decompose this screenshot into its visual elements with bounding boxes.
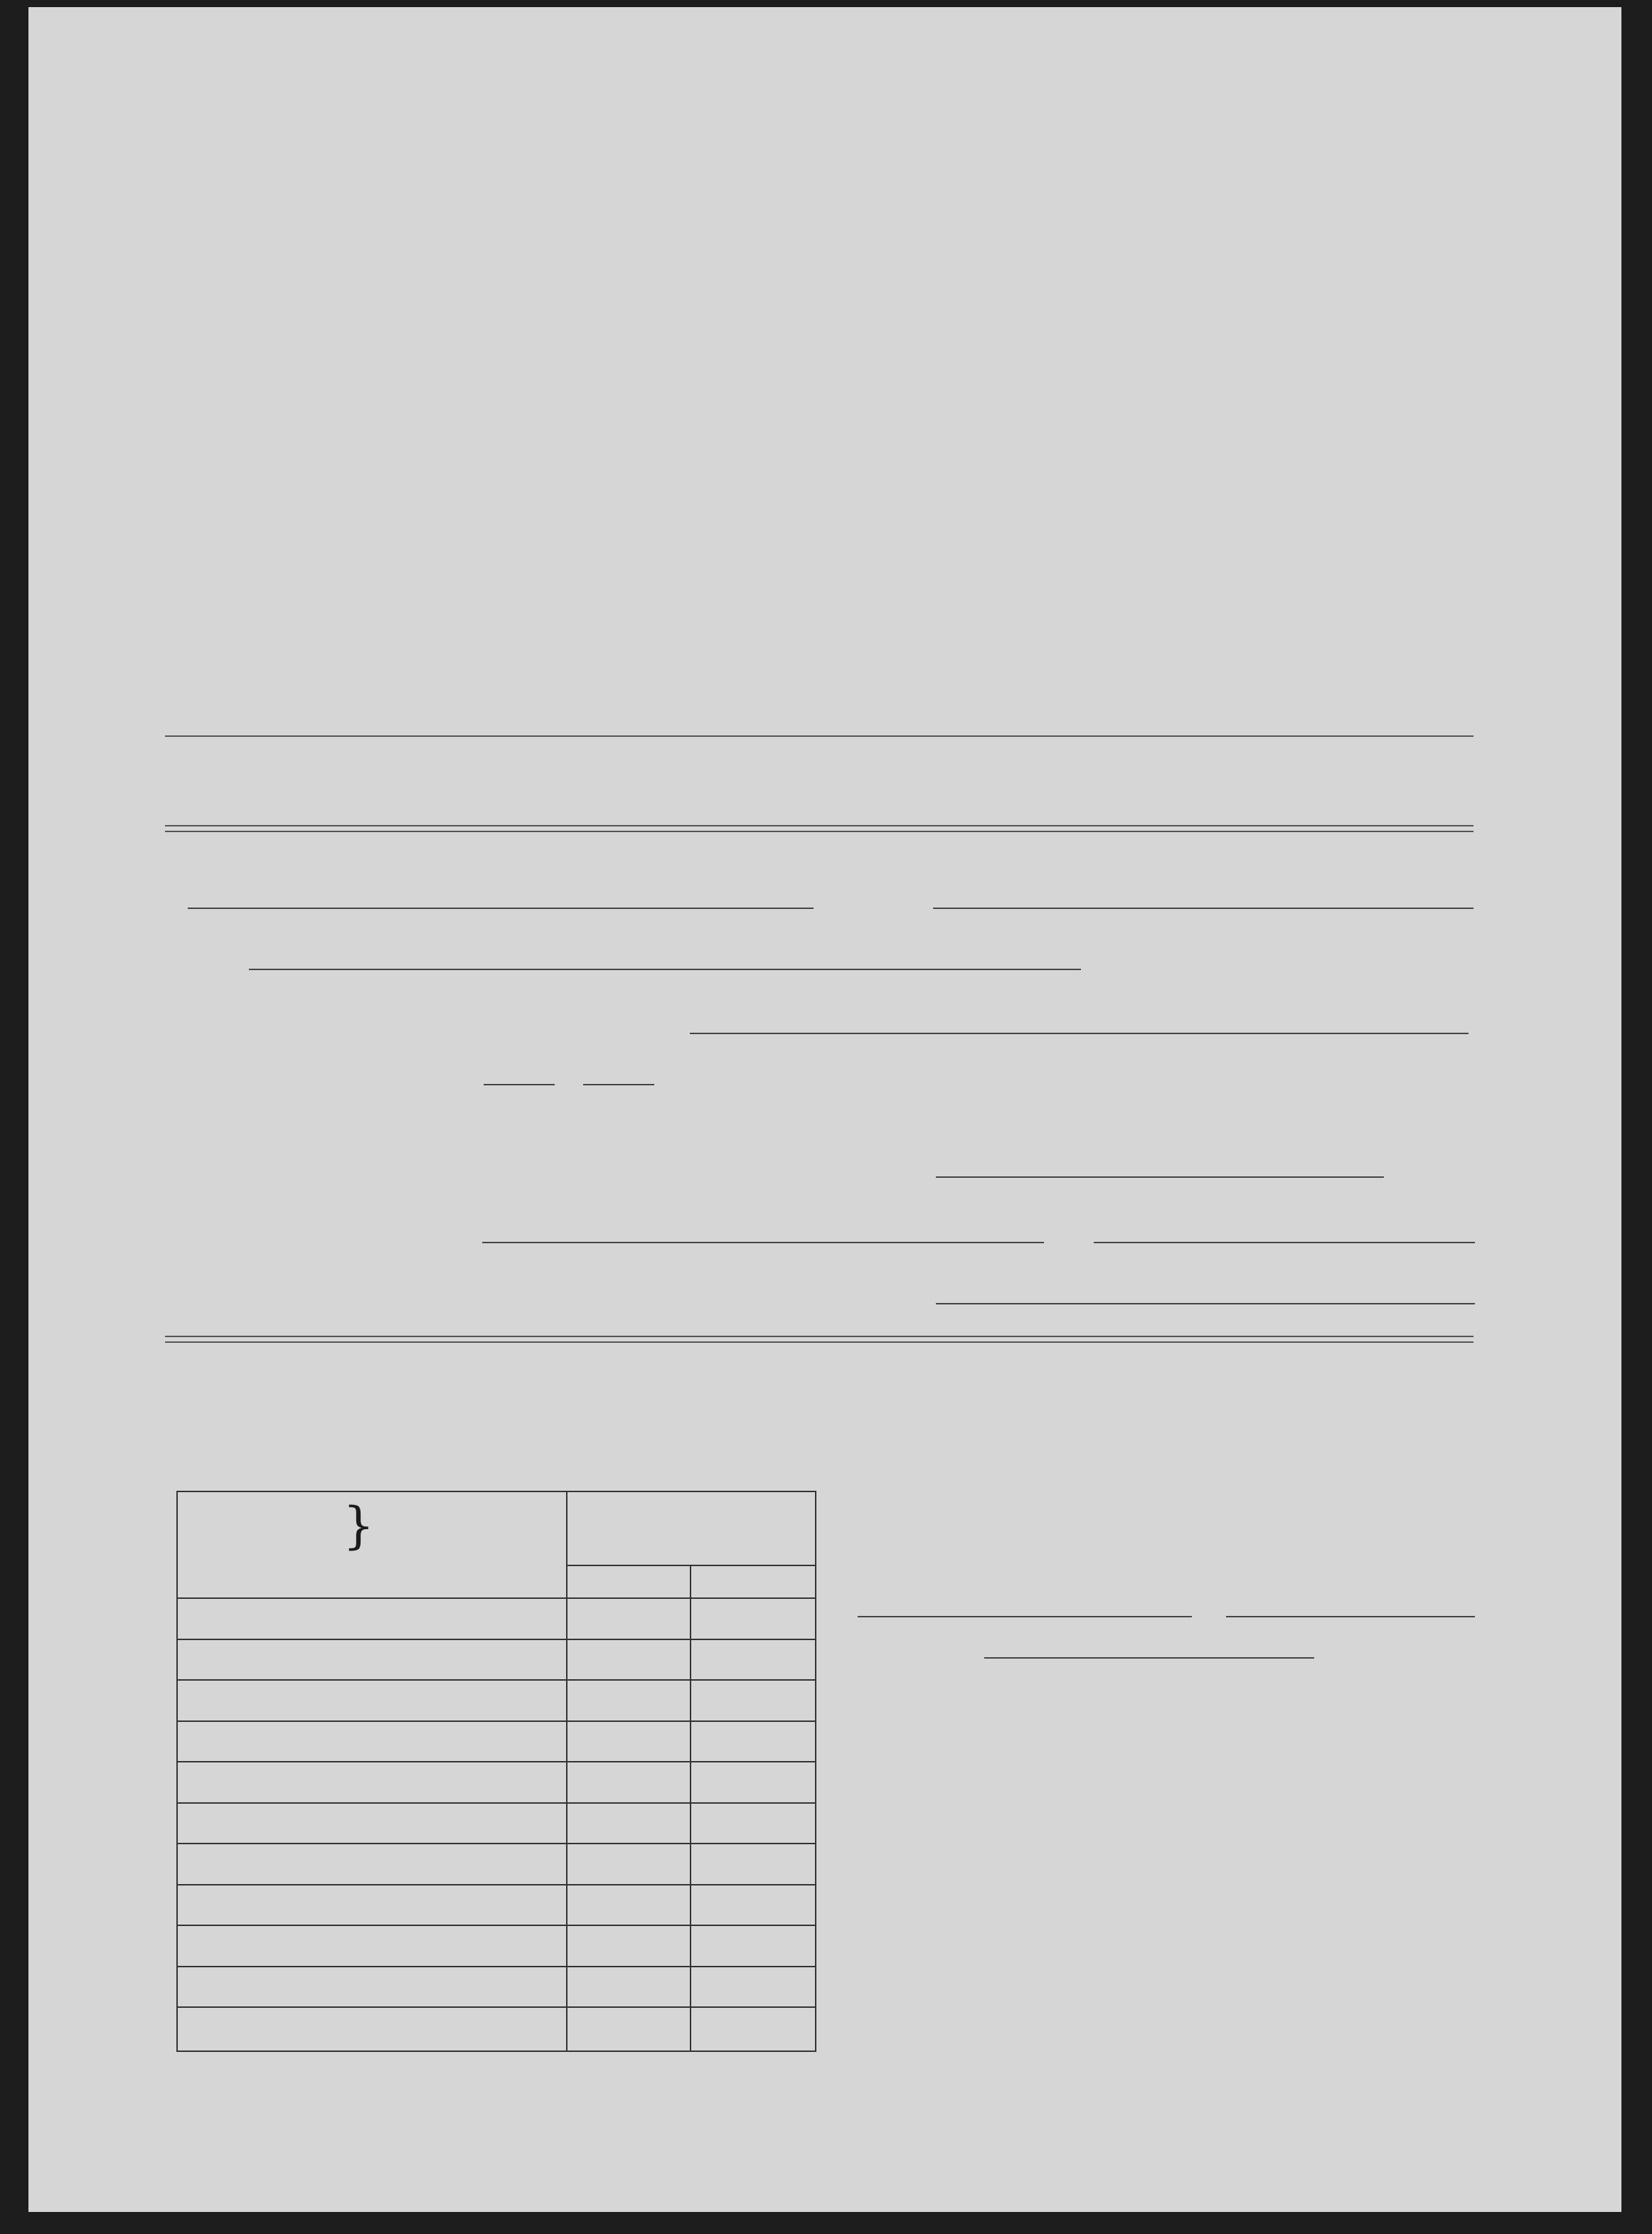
passenger-summary-table — [176, 1491, 816, 2052]
port-cell[interactable] — [177, 1803, 567, 1844]
usc-cell[interactable] — [567, 1967, 691, 2008]
master-signature-field[interactable] — [936, 1176, 1384, 1178]
aliens-header — [691, 1565, 816, 1598]
oath-divider-top — [165, 825, 1474, 826]
port-cell[interactable] — [177, 1885, 567, 1926]
aliens-cell[interactable] — [691, 1925, 816, 1967]
port-cell[interactable] — [177, 1680, 567, 1721]
lower-divider-bottom — [165, 1341, 1474, 1343]
usc-header — [567, 1565, 691, 1598]
usc-cell[interactable] — [567, 1721, 691, 1762]
passengers-incoming-paragraph — [191, 219, 1472, 240]
sworn-date-field[interactable] — [1094, 1242, 1475, 1243]
port-cell[interactable] — [177, 1598, 567, 1639]
lower-divider-top — [165, 1336, 1474, 1337]
section-divider — [165, 735, 1474, 737]
total-label — [177, 2007, 567, 2051]
no-passengers-header — [567, 1491, 816, 1565]
foreign-port-header — [177, 1491, 567, 1598]
deputy-signature-field[interactable] — [984, 1657, 1314, 1659]
usc-cell[interactable] — [567, 1762, 691, 1803]
port-cell[interactable] — [177, 1925, 567, 1967]
officer-signature-field[interactable] — [936, 1303, 1475, 1304]
sheet-to-field[interactable] — [583, 1084, 654, 1085]
total-aliens-cell[interactable] — [691, 2007, 816, 2051]
customhouse-field[interactable] — [858, 1616, 1192, 1617]
crew-incoming-paragraph — [191, 515, 1472, 536]
aliens-cell[interactable] — [691, 1762, 816, 1803]
sworn-place-field[interactable] — [482, 1242, 1044, 1243]
brace-icon: } — [343, 1496, 375, 1555]
passengers-departing-paragraph — [191, 395, 1472, 417]
port-cell[interactable] — [177, 1639, 567, 1681]
usc-cell[interactable] — [567, 1598, 691, 1639]
port-cell[interactable] — [177, 1967, 567, 2008]
master-name-field[interactable] — [188, 908, 814, 909]
aliens-cell[interactable] — [691, 1598, 816, 1639]
aliens-cell[interactable] — [691, 1639, 816, 1681]
aliens-cell[interactable] — [691, 1803, 816, 1844]
port-cell[interactable] — [177, 1721, 567, 1762]
crew-departing-paragraph — [191, 623, 1472, 644]
sheet-from-field[interactable] — [484, 1084, 555, 1085]
aliens-cell[interactable] — [691, 1885, 816, 1926]
usc-cell[interactable] — [567, 1885, 691, 1926]
cert-date-field[interactable] — [1226, 1616, 1475, 1617]
aliens-cell[interactable] — [691, 1844, 816, 1885]
total-usc-cell[interactable] — [567, 2007, 691, 2051]
aliens-cell[interactable] — [691, 1721, 816, 1762]
usc-cell[interactable] — [567, 1803, 691, 1844]
embarkation-port-field[interactable] — [690, 1033, 1469, 1034]
form-page — [28, 7, 1621, 2212]
carrier-field[interactable] — [933, 908, 1474, 909]
bound-for-field[interactable] — [249, 969, 1081, 970]
usc-cell[interactable] — [567, 1925, 691, 1967]
oath-divider-bottom — [165, 831, 1474, 832]
aliens-cell[interactable] — [691, 1967, 816, 2008]
port-cell[interactable] — [177, 1844, 567, 1885]
usc-cell[interactable] — [567, 1639, 691, 1681]
aliens-cell[interactable] — [691, 1680, 816, 1721]
usc-cell[interactable] — [567, 1680, 691, 1721]
usc-cell[interactable] — [567, 1844, 691, 1885]
port-cell[interactable] — [177, 1762, 567, 1803]
